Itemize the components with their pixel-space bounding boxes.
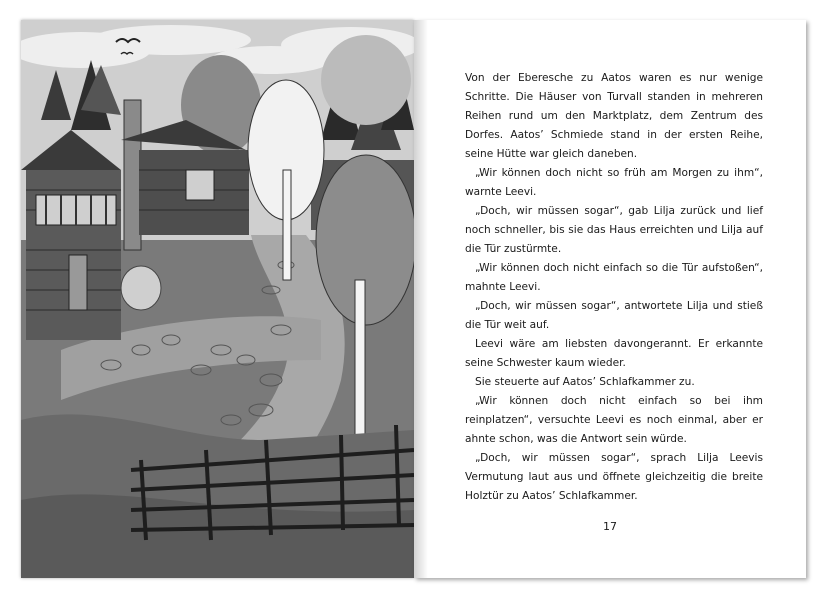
paragraph: „Wir können doch nicht einfach so die Tür aufstoßen“, mahnte Leevi. — [465, 262, 763, 293]
log-cabin — [21, 130, 121, 340]
paragraph: „Doch, wir müssen sogar“, sprach Lilja Leevis Vermutung laut aus und öffnete gleichzeitig die breite Holztür zu Aatos’ Schlafkammer. — [465, 452, 763, 502]
paragraph: Leevi wäre am liebsten davongerannt. Er erkannte seine Schwester kaum wieder. — [465, 338, 763, 369]
page-number: 17 — [603, 520, 617, 533]
paragraph: Sie steuerte auf Aatos’ Schlafkammer zu. — [475, 376, 695, 388]
page-gutter-shadow — [414, 20, 428, 578]
paragraph: Von der Eberesche zu Aatos waren es nur wenige Schritte. Die Häuser von Turvall standen in mehreren Reihen rund um den Marktplatz, dem Zentrum des Dorfes. Aatos’ Schmiede stand in der ersten Reihe, seine Hütte war gleich daneben. — [465, 72, 763, 160]
bush — [121, 266, 161, 310]
paragraph: „Wir können doch nicht so früh am Morgen zu ihm“, warnte Leevi. — [465, 167, 763, 198]
paragraph: „Doch, wir müssen sogar“, gab Lilja zurück und lief noch schneller, bis sie das Haus erreichten und Lilja auf die Tür zustürmte. — [465, 205, 763, 255]
village-illustration — [21, 20, 414, 578]
text-page — [414, 20, 806, 578]
paragraph: „Doch, wir müssen sogar“, antwortete Lilja und stieß die Tür weit auf. — [465, 300, 763, 331]
paragraph: „Wir können doch nicht einfach so bei ihm reinplatzen“, versuchte Leevi es noch einmal, aber er ahnte schon, was die Antwort sein würde. — [465, 395, 763, 445]
story-text — [465, 69, 763, 506]
illustration-page — [21, 20, 414, 578]
stone-chimney — [124, 100, 141, 250]
